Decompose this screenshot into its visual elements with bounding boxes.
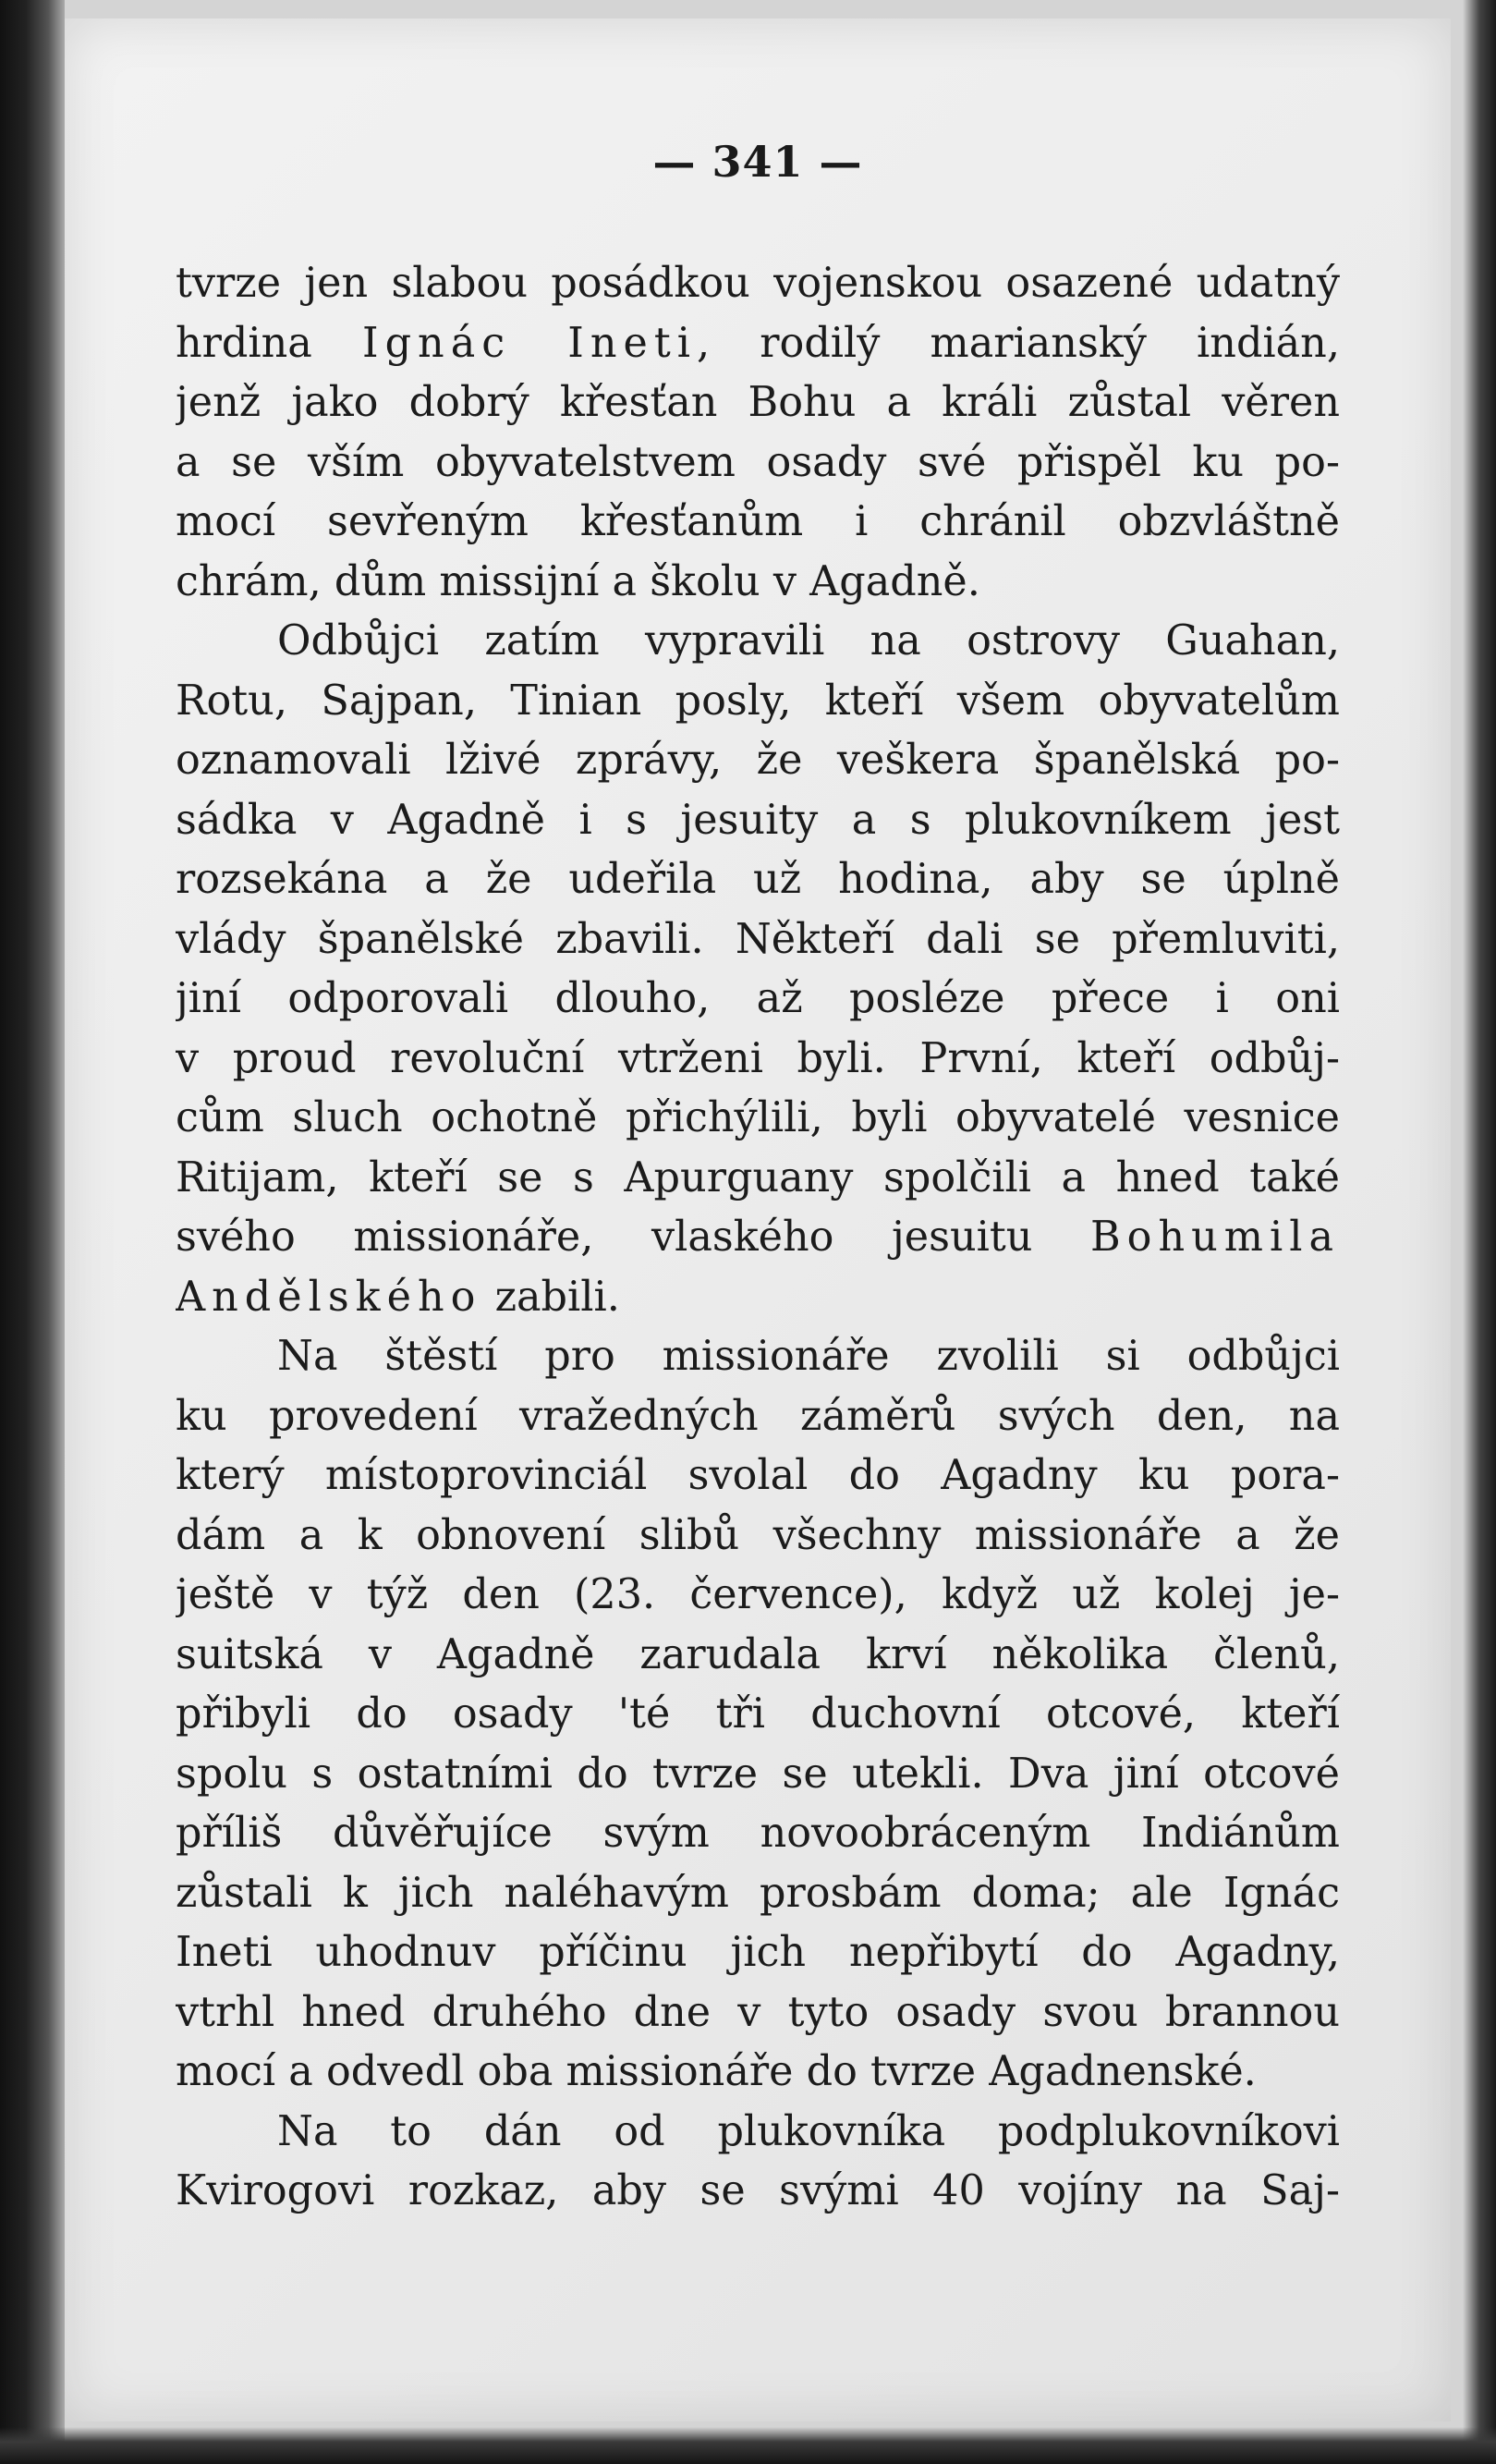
text-line: jenž jako dobrý křesťan Bohu a králi zůstal věren [176,379,1340,426]
text-line: ještě v týž den (23. července), když už kolej je- [176,1571,1340,1618]
scan-edge-left [0,0,65,2464]
text-line: který místoprovinciál svolal do Agadny ku pora- [176,1452,1340,1499]
text-line: sádka v Agadně i s jesuity a s plukovníkem jest [176,796,1340,844]
text-line: Ritijam, kteří se s Apurguany spolčili a hned také [176,1153,1340,1202]
text-line: a se vším obyvatelstvem osady své přispěl ku po- [176,438,1340,486]
spaced-name: Ignác Ineti [361,319,697,367]
text-line: ku provedení vražedných záměrů svých den, na [176,1392,1340,1440]
text-line: mocí sevřeným křesťanům i chránil obzvláštně [176,498,1340,545]
scan-edge-right [1463,0,1496,2464]
paragraph-start: Na štěstí pro missionáře zvolili si odbůjci [277,1333,1340,1380]
text-line: hrdina Ignác Ineti, rodilý marianský indián, [176,319,1340,367]
text-line: dám a k obnovení slibů všechny missionáře a že [176,1511,1340,1559]
text-line: v proud revoluční vtrženi byli. První, kteří odbůj- [176,1034,1340,1082]
text-line: Ineti uhodnuv příčinu jich nepřibytí do Agadny, [176,1929,1340,1976]
paragraph-start: Odbůjci zatím vypravili na ostrovy Guahan, [277,617,1340,665]
text-line: tvrze jen slabou posádkou vojenskou osazené udatný [176,260,1340,307]
page-number: — 341 — [652,137,863,187]
text-line: jiní odporovali dlouho, až posléze přece i oni [176,975,1340,1022]
spaced-name: Bohumila [1089,1214,1340,1261]
text-line: zůstali k jich naléhavým prosbám doma; ale Ignác [176,1869,1340,1917]
text-line: svého missionáře, vlaského jesuitu Bohumila [176,1214,1340,1261]
text-line: Andělského zabili. [176,1273,620,1321]
text-line: Kvirogovi rozkaz, aby se svými 40 vojíny na Saj- [176,2167,1340,2214]
text-line: přibyli do osady 'té tři duchovní otcové, kteří [176,1690,1340,1738]
text-line: vtrhl hned druhého dne v tyto osady svou brannou [176,1988,1340,2036]
text-line: Rotu, Sajpan, Tinian posly, kteří všem obyvatelům [176,677,1340,725]
body-text [176,254,1340,2222]
scan-edge-bottom [0,2427,1496,2464]
text-line: vlády španělské zbavili. Někteří dali se přemluviti, [176,915,1340,963]
text-line: suitská v Agadně zarudala krví několika členů, [176,1630,1340,1678]
text-line: mocí a odvedl oba missionáře do tvrze Agadnenské. [176,2048,1257,2095]
text-line: cům sluch ochotně přichýlili, byli obyvatelé vesnice [176,1094,1340,1141]
book-page [65,18,1451,2421]
text-line: oznamovali lživé zprávy, že veškera španělská po- [176,737,1340,784]
text-line: příliš důvěřujíce svým novoobráceným Indiánům [176,1810,1340,1857]
spaced-name: Andělského [176,1273,482,1321]
text-line: chrám, dům missijní a školu v Agadně. [176,557,980,605]
text-line: rozsekána a že udeřila už hodina, aby se úplně [176,856,1340,903]
paragraph-start: Na to dán od plukovníka podplukovníkovi [277,2107,1340,2155]
text-line: spolu s ostatními do tvrze se utekli. Dva jiní otcové [176,1750,1340,1798]
